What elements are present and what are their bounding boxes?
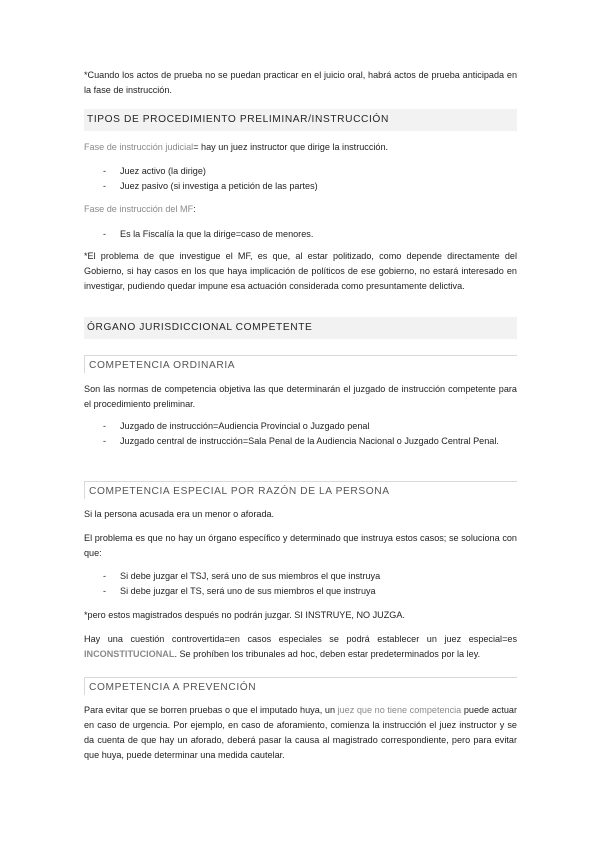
especial-p4 (84, 632, 517, 662)
prevencion-text-end: puede actuar en caso de urgencia. Por ejemplo, en caso de aforamiento, comienza la instrucción el juez instructor y se da cuenta de que hay un aforado, deberá pasar la causa al magistrado correspondiente, pero para evitar que huya, puede determinar una medida cautelar. (84, 705, 517, 760)
list-item: - Es la Fiscalía la que la dirige=caso de menores. (84, 227, 517, 242)
list-item: - Si debe juzgar el TS, será uno de sus miembros el que instruya (84, 584, 517, 599)
judicial-phase-line (84, 140, 517, 155)
judicial-phase-term: Fase de instrucción judicial (84, 142, 194, 152)
prevencion-text (84, 703, 517, 763)
prevencion-text-start: Para evitar que se borren pruebas o que el imputado huya, un (84, 705, 338, 715)
heading-tipos-procedimiento: TIPOS DE PROCEDIMIENTO PRELIMINAR/INSTRUCCIÓN (84, 109, 517, 131)
subheading-competencia-especial: COMPETENCIA ESPECIAL POR RAZÓN DE LA PERSONA (84, 481, 517, 499)
mf-phase-colon: : (193, 204, 196, 214)
list-item: - Juez pasivo (si investiga a petición de las partes) (84, 179, 517, 194)
judicial-phase-list (84, 164, 517, 194)
list-item: - Si debe juzgar el TSJ, será uno de sus miembros el que instruya (84, 569, 517, 584)
juez-sin-competencia-highlight: juez que no tiene competencia (337, 705, 462, 715)
especial-p4-end: . Se prohíben los tribunales ad hoc, deben estar predeterminados por la ley. (174, 649, 481, 659)
judicial-phase-definition: = hay un juez instructor que dirige la instrucción. (193, 142, 389, 152)
especial-p3: *pero estos magistrados después no podrán juzgar. SI INSTRUYE, NO JUZGA. (84, 610, 405, 620)
ordinaria-text: Son las normas de competencia objetiva las que determinarán el juzgado de instrucción competente para el procedimiento preliminar. (84, 384, 517, 409)
mf-problem-note: *El problema de que investigue el MF, es que, al estar politizado, como depende directamente del Gobierno, si hay casos en los que haya implicación de políticos de ese gobierno, no estará interesado en investigar, pudiendo quedar impune esa actuación considerada como presuntamente delictiva. (84, 251, 517, 291)
inconstitucional-highlight: INCONSTITUCIONAL (84, 649, 175, 659)
heading-organo-jurisdiccional: ÓRGANO JURISDICCIONAL COMPETENTE (84, 317, 517, 339)
intro-note: *Cuando los actos de prueba no se puedan practicar en el juicio oral, habrá actos de prueba anticipada en la fase de instrucción. (84, 70, 517, 95)
mf-phase-line (84, 202, 517, 217)
subheading-competencia-prevencion: COMPETENCIA A PREVENCIÓN (84, 677, 517, 695)
mf-phase-term: Fase de instrucción del MF (84, 204, 194, 214)
ordinaria-list (84, 419, 517, 449)
list-item: - Juzgado central de instrucción=Sala Penal de la Audiencia Nacional o Juzgado Central Penal. (84, 434, 517, 449)
subheading-competencia-ordinaria: COMPETENCIA ORDINARIA (84, 355, 517, 373)
especial-list (84, 569, 517, 599)
list-item: - Juzgado de instrucción=Audiencia Provincial o Juzgado penal (84, 419, 517, 434)
mf-phase-list (84, 227, 517, 242)
list-item: - Juez activo (la dirige) (84, 164, 517, 179)
especial-p4-start: Hay una cuestión controvertida=en casos especiales se podrá establecer un juez especial=es (84, 634, 517, 644)
especial-p1: Si la persona acusada era un menor o aforada. (84, 509, 275, 519)
especial-p2: El problema es que no hay un órgano específico y determinado que instruya estos casos; se soluciona con que: (84, 533, 517, 558)
